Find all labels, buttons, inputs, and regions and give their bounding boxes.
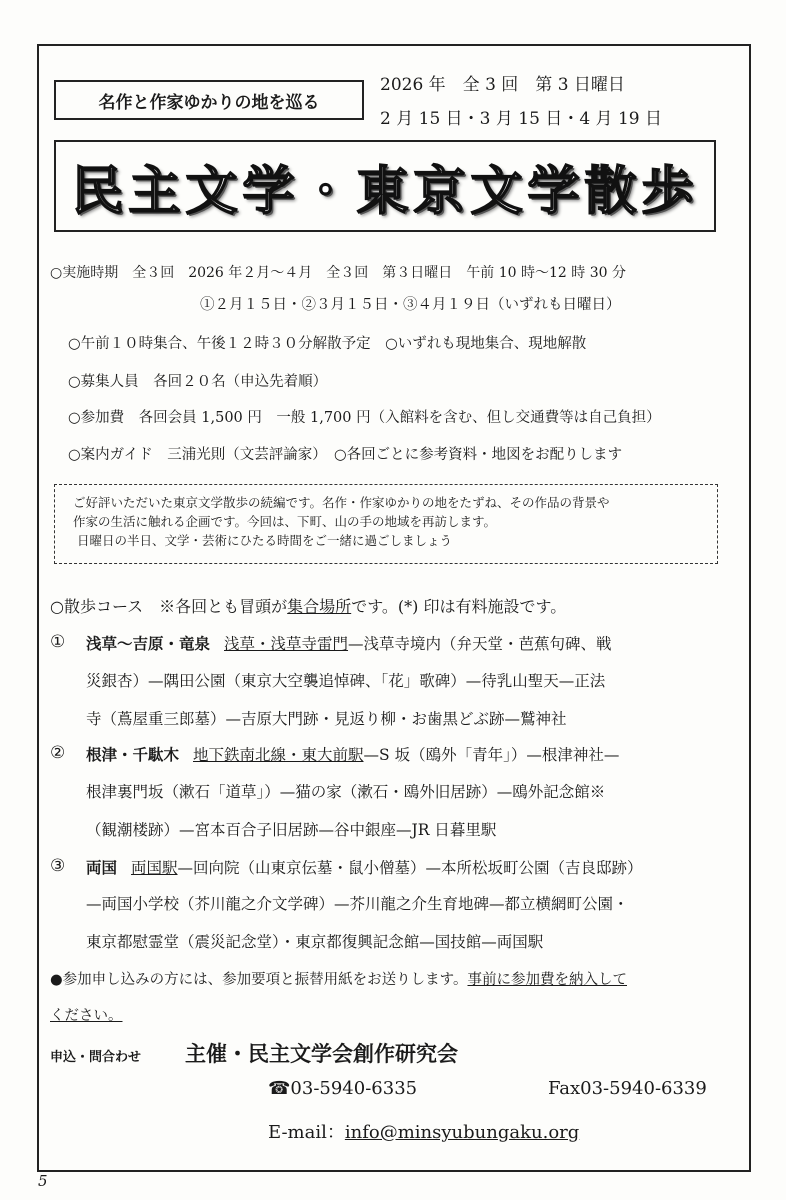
fax-number: Fax03-5940-6339	[548, 1078, 707, 1099]
course-2-line: 根津裏門坂（漱石「道草」）—猫の家（漱石・鴎外旧居跡）—鴎外記念館※	[86, 783, 606, 801]
series-dates: 2 月 15 日・3 月 15 日・4 月 19 日	[380, 109, 662, 129]
course-1-line: 災銀杏）—隅田公園（東京大空襲追悼碑、「花」歌碑）—待乳山聖天—正法	[86, 672, 606, 690]
tagline-box: 名作と作家ゆかりの地を巡る	[54, 80, 364, 120]
course-3-line: 両国 両国駅—回向院（山東京伝墓・鼠小僧墓）—本所松坂町公園（吉良邸跡）	[86, 859, 643, 877]
series-info: 2026 年 全 3 回 第 3 日曜日	[380, 75, 625, 95]
course-3-name: 両国	[86, 859, 118, 877]
course-2-name: 根津・千駄木	[86, 746, 180, 764]
course-2-line: （観潮楼跡）—宮本百合子旧居跡—谷中銀座—JR 日暮里駅	[86, 821, 497, 839]
email-line: E-mail：info@minsyubungaku.org	[268, 1122, 580, 1143]
course-3-line: 東京都慰霊堂（震災記念堂）・東京都復興記念館—国技館—両国駅	[86, 933, 544, 951]
apply-note: ください。	[50, 1008, 123, 1024]
apply-note: ●参加申し込みの方には、参加要項と振替用紙をお送りします。事前に参加費を納入して	[50, 972, 627, 988]
course-1-line: 浅草～吉原・竜泉 浅草・浅草寺雷門—浅草寺境内（弁天堂・芭蕉句碑、戦	[86, 635, 612, 653]
notice-box	[54, 484, 718, 564]
info-fee: ○参加費 各回会員 1,500 円 一般 1,700 円（入館料を含む、但し交通費等は自己負担）	[68, 410, 661, 426]
notice-line: 日曜日の半日、文学・芸術にひたる時間をご一緒に過ごしましょう	[77, 533, 453, 548]
course-3-line: —両国小学校（芥川龍之介文学碑）—芥川龍之介生育地碑—都立横網町公園・	[86, 895, 629, 913]
notice-line: 作家の生活に触れる企画です。今回は、下町、山の手の地域を再訪します。	[73, 514, 497, 529]
course-1-line: 寺（蔦屋重三郎墓）—吉原大門跡・見返り柳・お歯黒どぶ跡—鷲神社	[86, 710, 567, 728]
course-2-number: ②	[50, 743, 66, 763]
email-link[interactable]: info@minsyubungaku.org	[344, 1122, 580, 1143]
course-1-number: ①	[50, 632, 66, 652]
info-period: ○実施時期 全３回 2026 年２月～４月 全３回 第３日曜日 午前 10 時～12 時 30 分	[50, 265, 626, 281]
course-1-start: 浅草・浅草寺雷門	[224, 635, 349, 653]
organizer: 主催・民主文学会創作研究会	[185, 1042, 458, 1066]
course-3-number: ③	[50, 856, 66, 876]
phone-number: ☎03-5940-6335	[268, 1078, 418, 1099]
info-guide: ○案内ガイド 三浦光則（文芸評論家） ○各回ごとに参考資料・地図をお配りします	[68, 447, 623, 463]
course-2-line: 根津・千駄木 地下鉄南北線・東大前駅—S 坂（鴎外「青年」）—根津神社—	[86, 746, 620, 764]
course-header: ○散歩コース ※各回とも冒頭が集合場所です。(*) 印は有料施設です。	[50, 597, 567, 616]
notice-line: ご好評いただいた東京文学散歩の続編です。名作・作家ゆかりの地をたずね、その作品の背景や	[73, 495, 610, 510]
page-number: 5	[38, 1172, 48, 1190]
contact-label: 申込・問合わせ	[50, 1050, 142, 1065]
course-3-start: 両国駅	[131, 859, 178, 877]
info-capacity: ○募集人員 各回２０名（申込先着順）	[68, 374, 328, 390]
course-2-start: 地下鉄南北線・東大前駅	[193, 746, 364, 764]
page-title: 民主文学・東京文学散歩	[71, 160, 699, 222]
title-box	[54, 140, 716, 232]
info-dates: ①２月１５日・②３月１５日・③４月１９日（いずれも日曜日）	[200, 297, 621, 313]
info-meeting: ○午前１０時集合、午後１２時３０分解散予定 ○いずれも現地集合、現地解散	[68, 336, 587, 352]
course-1-name: 浅草～吉原・竜泉	[86, 635, 211, 653]
